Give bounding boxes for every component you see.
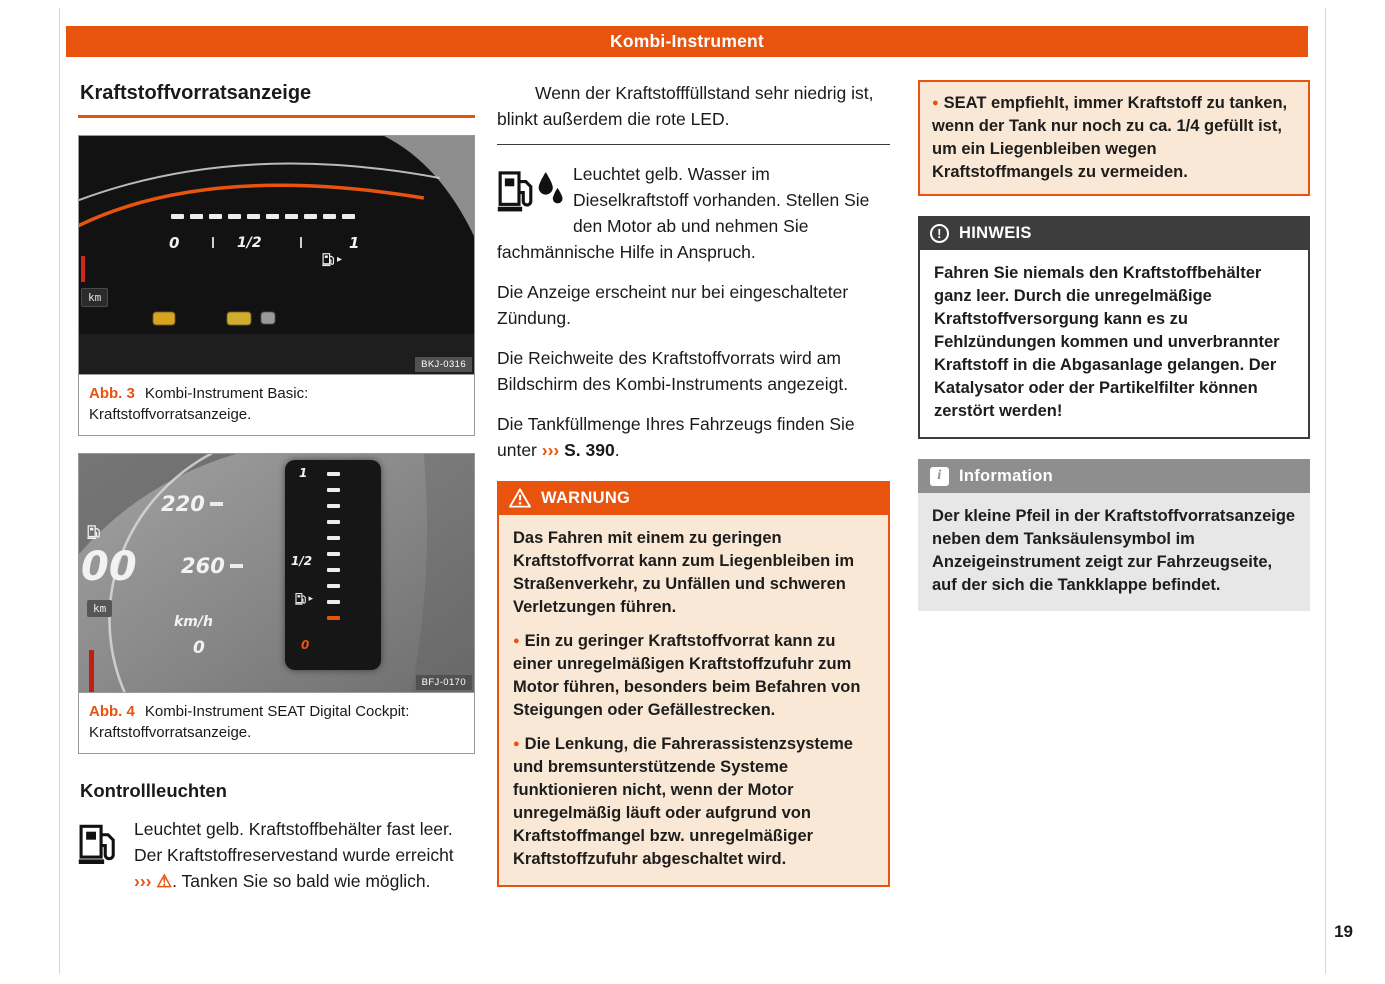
water-in-fuel-note — [497, 161, 890, 265]
figure-abb3 — [78, 135, 475, 436]
information-title: Information — [959, 466, 1054, 485]
information-box — [918, 459, 1310, 611]
kontrollleuchten-heading: Kontrollleuchten — [80, 780, 227, 801]
gauge-max-label: 1 — [299, 466, 308, 480]
scale-max-label: 1 — [349, 234, 360, 252]
odometer-km-label: km — [87, 600, 112, 617]
fig3-photo — [79, 136, 474, 374]
info-icon: i — [930, 467, 949, 486]
hinweis-text: Fahren Sie niemals den Kraftstoffbehälter ganz leer. Durch die unregelmäßige Kraftstoffversorgung kann es zu Fehlzündungen kommen und unverbrannter Kraftstoff in die Abgasanlage gelangen. Der Katalysator oder der Partikelfilter können zerstört werden! — [934, 264, 1280, 420]
warning-triangle-icon — [509, 488, 531, 508]
warning-header — [497, 481, 890, 515]
seat-tip-text: ● SEAT empfiehlt, immer Kraftstoff zu tanken, wenn der Tank nur noch zu ca. 1/4 gefüllt ist, um ein Liegenbleiben wegen Kraftstoffmangels zu vermeiden. — [932, 94, 1288, 181]
fig3-caption — [79, 374, 474, 435]
fig4-label: Abb. 4 — [89, 703, 135, 720]
left-column — [78, 80, 475, 894]
divider — [497, 144, 890, 145]
low-fuel-led-note: Wenn der Kraftstofffüllstand sehr niedrig ist, blinkt außerdem die rote LED. — [497, 83, 874, 129]
warning-intro: Das Fahren mit einem zu geringen Kraftstoffvorrat kann zum Liegenbleiben im Straßenverkehr, zu Unfällen und schweren Verletzungen führen. — [513, 529, 855, 616]
fuel-pump-marker-icon — [295, 592, 313, 606]
fuel-reserve-text: Leuchtet gelb. Kraftstoffbehälter fast leer. Der Kraftstoffreservestand wurde erreicht ››› ⚠. Tanken Sie so bald wie möglich. — [134, 819, 454, 891]
tank-volume-note: Die Tankfüllmenge Ihres Fahrzeugs finden Sie unter ››› S. 390. — [497, 414, 855, 460]
information-text: Der kleine Pfeil in der Kraftstoffvorratsanzeige neben dem Tanksäulensymbol im Anzeigeinstrument zeigt zur Fahrzeugseite, auf der sich die Tankklappe befindet. — [932, 507, 1296, 594]
chapter-header-bar — [66, 26, 1308, 57]
hinweis-title: HINWEIS — [959, 223, 1032, 242]
fig3-background — [79, 136, 474, 374]
gauge-mid-label: 1/2 — [291, 554, 313, 568]
speed-260-label: 260 — [181, 554, 225, 578]
fuel-level-segments — [327, 472, 340, 620]
range-note: Die Reichweite des Kraftstoffvorrats wird am Bildschirm des Kombi-Instruments angezeigt. — [497, 348, 849, 394]
red-indicator-bar — [89, 650, 94, 692]
fig4-caption-text: Kombi-Instrument SEAT Digital Cockpit: Kraftstoffvorratsanzeige. — [89, 703, 410, 741]
bullet-icon: ● — [513, 635, 520, 647]
scale-mid-label: 1/2 — [237, 235, 262, 251]
warning-bullet: ● Die Lenkung, die Fahrerassistenzsysteme und bremsunterstützende Systeme funktionieren nicht, wenn der Motor unregelmäßig läuft oder aufgrund von Kraftstoffmangel bzw. unregelmäßiger Kraftstoffzufuhr abgeschaltet wird. — [513, 735, 853, 868]
seat-tip-box — [918, 80, 1310, 196]
gauge-zero-label: 0 — [301, 638, 310, 652]
fuel-gauge-panel — [285, 460, 381, 670]
water-in-fuel-icon — [497, 164, 563, 218]
image-code: BFJ-0170 — [416, 675, 472, 690]
chapter-title: Kombi-Instrument — [610, 31, 764, 51]
warning-bullet: ● Ein zu geringer Kraftstoffvorrat kann zu einer unregelmäßigen Kraftstoffzufuhr zum Motor führen, besonders beim Befahren von Steigungen oder Gefällestrecken. — [513, 632, 861, 719]
information-body — [918, 493, 1310, 611]
fuel-pump-icon — [78, 820, 118, 868]
scale-tick — [212, 237, 214, 248]
fuel-pump-small-icon — [87, 524, 101, 540]
bullet-icon: ● — [513, 738, 520, 750]
section-heading: Kraftstoffvorratsanzeige — [78, 80, 475, 118]
hinweis-body — [918, 250, 1310, 439]
hinweis-header — [918, 216, 1310, 250]
fig3-label: Abb. 3 — [89, 385, 135, 402]
fuel-level-segments — [171, 214, 355, 219]
speed-0-label: 0 — [193, 638, 205, 658]
page-number: 19 — [1334, 922, 1353, 941]
indicator-icon — [261, 312, 275, 324]
cross-ref-arrows[interactable]: ››› — [541, 440, 560, 460]
ignition-note: Die Anzeige erscheint nur bei eingeschalteter Zündung. — [497, 282, 849, 328]
fig4-caption — [79, 692, 474, 753]
current-speed-label: 00 — [81, 544, 137, 590]
odometer-km-label: km — [81, 288, 108, 307]
bullet-icon: ● — [932, 97, 939, 109]
page-edge-right — [1325, 8, 1326, 974]
warning-body — [497, 515, 890, 887]
page-reference[interactable]: S. 390 — [564, 440, 615, 460]
exclamation-circle-icon: ! — [930, 224, 949, 243]
right-column — [918, 80, 1310, 611]
image-code: BKJ-0316 — [415, 357, 472, 372]
speed-tick — [230, 564, 243, 568]
page-edge-left — [59, 8, 60, 974]
pointer-icon: ▸ — [337, 253, 343, 265]
speed-220-label: 220 — [161, 492, 205, 516]
warning-title: WARNUNG — [541, 488, 631, 507]
fig4-photo — [79, 454, 474, 692]
warning-ref-icon[interactable]: ⚠ — [156, 871, 173, 891]
engine-indicator-icon — [227, 312, 251, 325]
kmh-unit-label: km/h — [174, 614, 213, 630]
fuel-reserve-note — [78, 816, 475, 894]
fig3-caption-text: Kombi-Instrument Basic: Kraftstoffvorratsanzeige. — [89, 385, 309, 423]
information-header — [918, 459, 1310, 493]
glow-plug-indicator-icon — [153, 312, 175, 325]
hinweis-box — [918, 216, 1310, 439]
middle-column — [497, 80, 890, 887]
water-in-fuel-text: Leuchtet gelb. Wasser im Dieselkraftstoff vorhanden. Stellen Sie den Motor ab und nehmen Sie fachmännische Hilfe in Anspruch. — [497, 164, 870, 262]
scale-tick — [300, 237, 302, 248]
pointer-icon: ▸ — [308, 593, 314, 604]
cross-ref-arrows[interactable]: ››› — [134, 871, 152, 891]
red-indicator-bar — [81, 256, 85, 282]
fuel-pump-marker-icon — [322, 252, 342, 267]
figure-abb4 — [78, 453, 475, 754]
scale-min-label: 0 — [169, 234, 180, 252]
fig4-background — [79, 454, 474, 692]
speed-tick — [210, 502, 223, 506]
warning-box — [497, 481, 890, 887]
